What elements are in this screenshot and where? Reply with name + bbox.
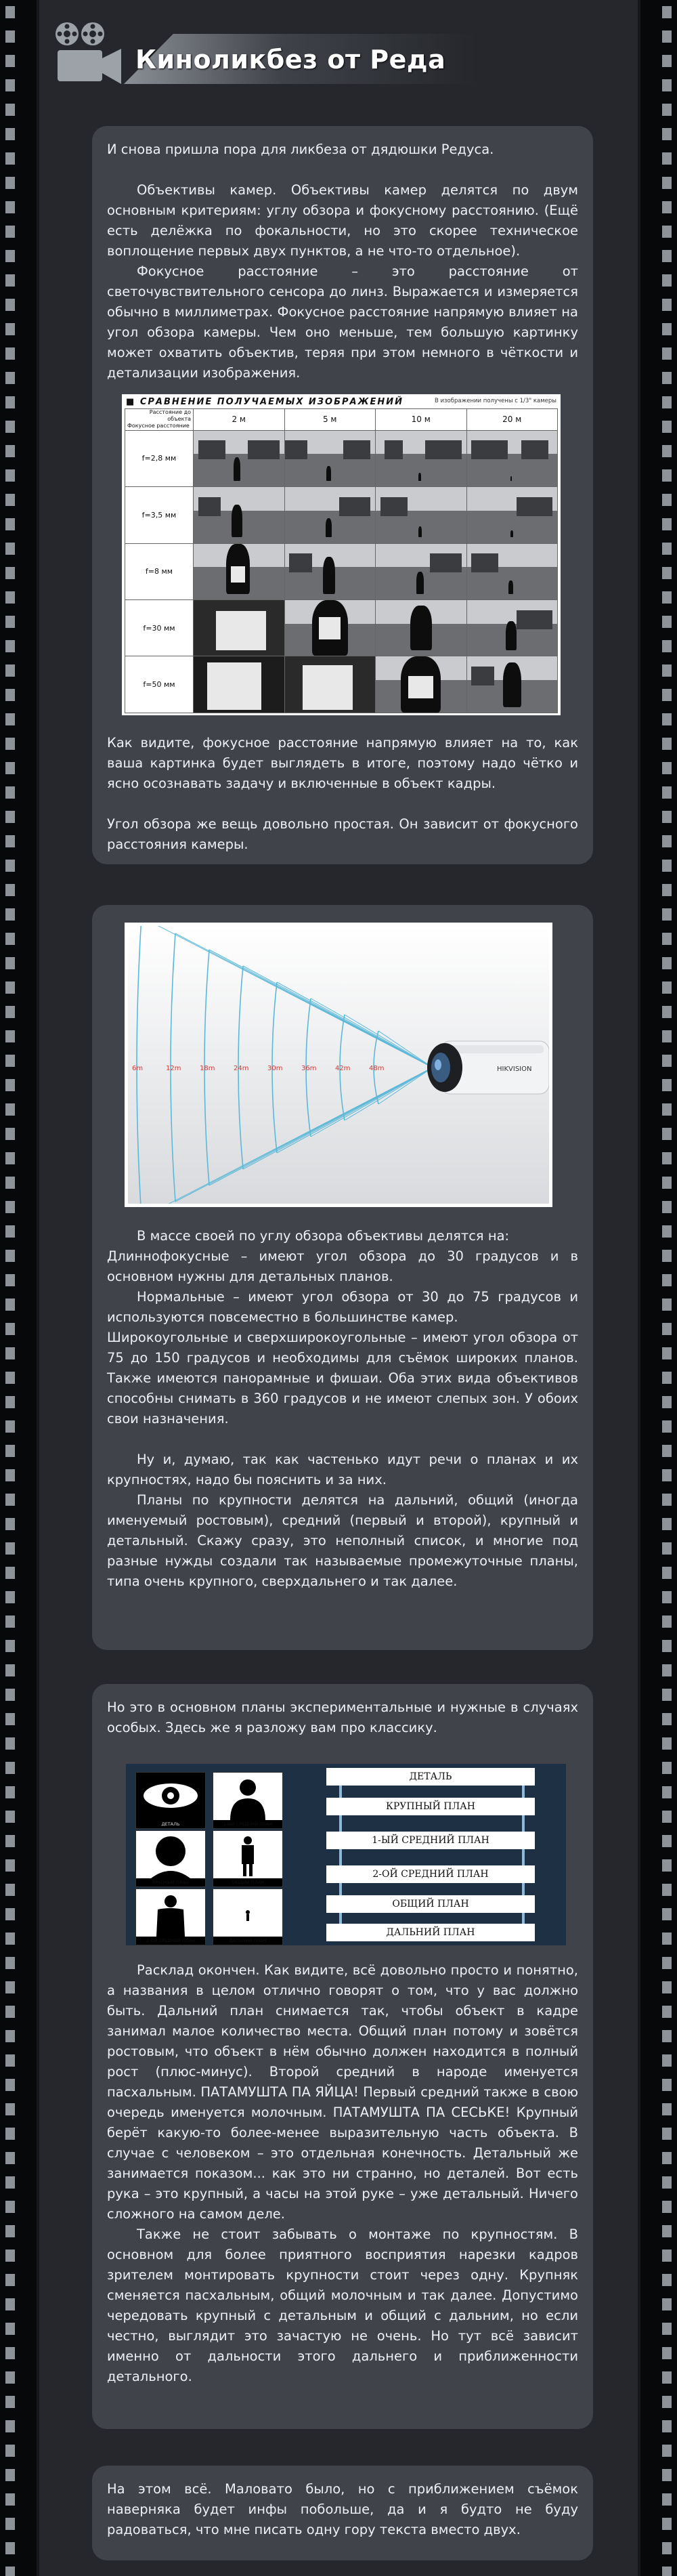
focal-paragraph: Фокусное расстояние – это расстояние от светочувствительного сенсора до линз. Выражается и измеряется обычно в миллиметрах. Фокусное расстояние напрямую влияет на угол обзора камеры. Чем оно меньше, тем большую картинку может охватить объектив, теряя при этом немного в чёткости и детализации изображения. — [107, 263, 578, 381]
ladder-detail: ДЕТАЛЬ — [326, 1768, 535, 1786]
distance-label: 12m — [166, 1065, 181, 1072]
photo-cell — [466, 487, 558, 543]
viewing-angle-figure — [125, 923, 552, 1207]
photo-cell — [284, 656, 376, 713]
column-header: 2 м — [194, 409, 285, 431]
distance-label: 6m — [132, 1065, 144, 1072]
normal-paragraph: Нормальные – имеют угол обзора от 30 до 75 градусов и используются повсеместно в большинстве камер. — [107, 1289, 578, 1325]
photo-cell — [466, 600, 558, 656]
tile-detail: ДЕТАЛЬ — [135, 1772, 206, 1829]
distance-label: 24m — [234, 1065, 249, 1072]
ladder-medium-2: 2-ОЙ СРЕДНИЙ ПЛАН — [326, 1865, 535, 1883]
photo-cell — [284, 487, 376, 543]
photo-cell — [194, 656, 285, 713]
plans-intro: Ну и, думаю, так как частенько идут речи о планах и их крупностях, надо бы пояснить и за них. — [107, 1452, 578, 1487]
comparison-table — [125, 408, 558, 713]
row-label: f=8 мм — [125, 543, 194, 599]
ladder-medium-1: 1-ЫЙ СРЕДНИЙ ПЛАН — [326, 1832, 535, 1849]
closing-paragraph: На этом всё. Маловато было, но с приближением съёмок наверняка будет инфы побольше, да и я будто не буду радоваться, что мне писать одну гору текста вместо двух. — [107, 2481, 578, 2537]
photo-cell — [284, 600, 376, 656]
row-label: f=3,5 мм — [125, 487, 194, 543]
figure-header: ■ СРАВНЕНИЕ ПОЛУЧАЕМЫХ ИЗОБРАЖЕНИЙ — [126, 397, 403, 407]
photo-cell — [284, 543, 376, 599]
tile-full: ОБЩИЙ ПЛАН — [213, 1830, 283, 1887]
tile-long: ДАЛЬНИЙ ПЛАН — [213, 1888, 283, 1945]
row-label: f=2,8 мм — [125, 430, 194, 486]
photo-cell — [194, 600, 285, 656]
content-card-3 — [92, 1684, 593, 2429]
photo-cell — [466, 430, 558, 486]
ladder-long: ДАЛЬНИЙ ПЛАН — [326, 1924, 535, 1941]
header-banner — [51, 19, 446, 100]
content-card-4 — [92, 2466, 593, 2560]
photo-cell — [376, 430, 467, 486]
film-strip-left — [0, 0, 39, 2576]
column-header: 5 м — [284, 409, 376, 431]
photo-cell — [466, 543, 558, 599]
photo-cell — [284, 430, 376, 486]
tile-medium-2: 2-ОЙ СРЕДНИЙ ПЛАН — [135, 1888, 206, 1945]
tile-medium-1: 1-ЫЙ СРЕДНИЙ ПЛАН — [213, 1772, 283, 1829]
svg-text:HIKVISION: HIKVISION — [497, 1065, 532, 1073]
shot-sizes-figure — [126, 1764, 566, 1945]
editing-paragraph: Также не стоит забывать о монтаже по крупностям. В основном для более приятного восприятия нарезки кадров зрителем монтировать крупности стоит через одну. Крупняк сменяется пасхальным, общий молочным и так далее. Допустимо чередовать крупный с детальным и общий с дальним, но если честно, выглядит это зачастую не очень. Но тут всё зависит именно от дальности этого дальнего и приближенности детального. — [107, 2226, 578, 2384]
photo-cell — [466, 656, 558, 713]
photo-cell — [376, 600, 467, 656]
distance-label: 42m — [335, 1065, 351, 1072]
content-card-2 — [92, 905, 593, 1650]
lens-paragraph: Объективы камер. Объективы камер делятся по двум основным критериям: углу обзора и фокусному расстоянию. (Ещё есть делёжка по фокальности, но это скорее техническое воплощение первых двух пунктов, а не что-то отдельное). — [107, 182, 578, 259]
wide-paragraph: Широкоугольные и сверхширокоугольные – имеют угол обзора от 75 до 150 градусов и необходимы для съёмок широких планов. Также имеются панорамные и фишаи. Оба этих вида объективов способны снимать в 360 градусов и не имеют слепых зон. У обоих свои назначения. — [107, 1330, 578, 1427]
classic-intro: Но это в основном планы экспериментальные и нужные в случаях особых. Здесь же я разложу вам про классику. — [107, 1699, 578, 1735]
focal-comparison-figure — [122, 394, 561, 715]
telephoto-paragraph: Длиннофокусные – имеют угол обзора до 30 градусов и в основном нужны для детальных планов. — [107, 1248, 578, 1284]
distance-label: 18m — [200, 1065, 215, 1072]
ladder-closeup: КРУПНЫЙ ПЛАН — [326, 1798, 535, 1815]
column-header: 10 м — [376, 409, 467, 431]
distance-label: 30m — [267, 1065, 283, 1072]
figure-note: В изображении получены с 1/3" камеры — [434, 398, 556, 404]
photo-cell — [376, 656, 467, 713]
angle-intro: В массе своей по углу обзора объективы делятся на: — [137, 1228, 510, 1244]
security-camera-icon — [427, 1041, 549, 1094]
distance-label: 36m — [301, 1065, 317, 1072]
distance-label: 48m — [369, 1065, 385, 1072]
film-strip-right — [638, 0, 677, 2576]
row-label: f=50 мм — [125, 656, 194, 713]
column-header: 20 м — [466, 409, 558, 431]
table-corner: Расстояние до объекта Фокусное расстояние — [125, 409, 194, 431]
viewing-angle-diagram — [128, 926, 549, 1204]
row-label: f=30 мм — [125, 600, 194, 656]
plans-explained-paragraph: Расклад окончен. Как видите, всё довольно просто и понятно, а названия в целом отлично говорят о том, что у вас должно быть. Дальний план снимается так, чтобы объект в кадре занимал малое количество места. Общий план потому и зовётся ростовым, что объект в нём обычно должен находится в полный рост (плюс-минус). Второй средний в народе именуется пасхальным. ПАТАМУШТА ПА ЯЙЦА! Первый средний также в свою очередь именуется молочным. ПАТАМУШТА ПА СЕСЬКЕ! Крупный берёт какую-то более-менее выразительную часть объекта. В случае с человеком – это отдельная конечность. Детальный же занимается показом... как это ни странно, но деталей. Вот есть рука – это крупный, а часы на этой руке – уже детальный. Ничего сложного на самом деле. — [107, 1962, 578, 2222]
photo-cell — [194, 487, 285, 543]
tile-closeup: КРУПНЫЙ ПЛАН — [135, 1830, 206, 1887]
photo-cell — [376, 543, 467, 599]
photo-cell — [194, 430, 285, 486]
result-paragraph: Как видите, фокусное расстояние напрямую влияет на то, как ваша картинка будет выглядеть в итоге, поэтому надо чётко и ясно осознавать задачу и включенные в объект кадры. — [107, 735, 578, 791]
content-card-1 — [92, 126, 593, 864]
film-camera-icon — [51, 19, 125, 93]
page-title: Киноликбез от Реда — [135, 45, 446, 75]
photo-cell — [194, 543, 285, 599]
angle-paragraph: Угол обзора же вещь довольно простая. Он зависит от фокусного расстояния камеры. — [107, 816, 578, 852]
photo-cell — [376, 487, 467, 543]
ladder-full: ОБЩИЙ ПЛАН — [326, 1895, 535, 1913]
plans-paragraph: Планы по крупности делятся на дальний, общий (иногда именуемый ростовым), средний (первый и второй), крупный и детальный. Скажу сразу, это неполный список, и многие под разные нужды создали так называемые промежуточные планы, типа очень крупного, сверхдальнего и так далее. — [107, 1492, 578, 1589]
intro-paragraph: И снова пришла пора для ликбеза от дядюшки Редуса. — [107, 142, 494, 157]
